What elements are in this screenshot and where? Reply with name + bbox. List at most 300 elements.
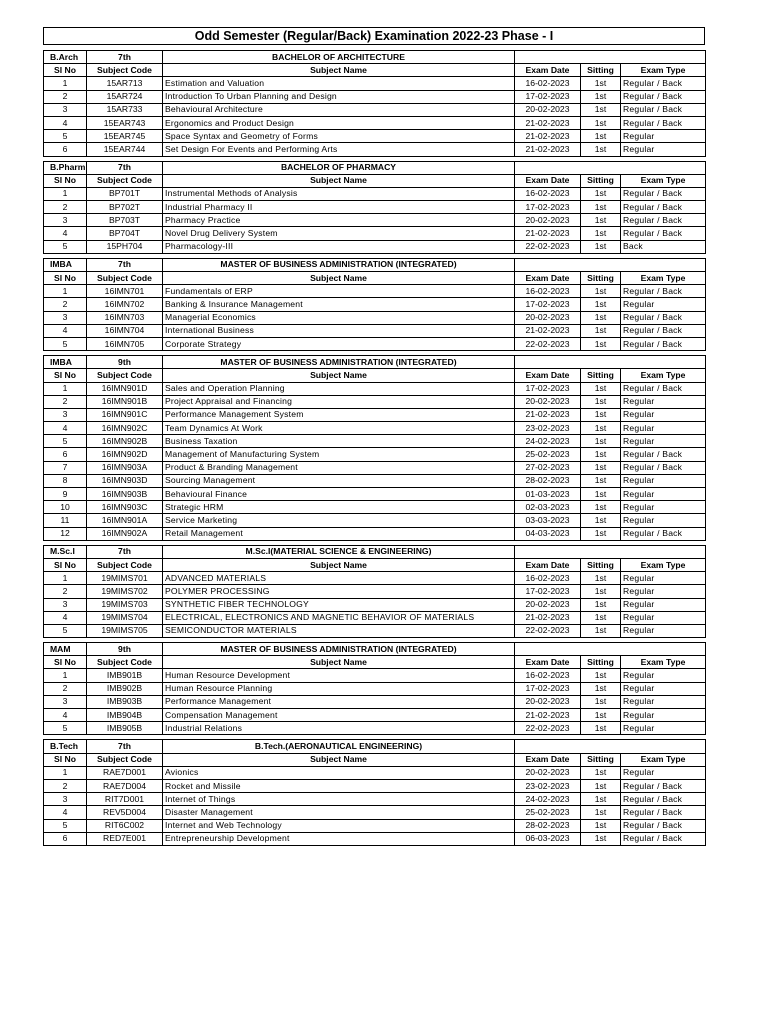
sitting-cell: 1st [581, 722, 621, 735]
sitting-cell: 1st [581, 779, 621, 792]
sl-no-cell: 9 [44, 488, 87, 501]
subject-code-cell: BP704T [87, 227, 163, 240]
col-header-sl-no: Sl No [44, 753, 87, 766]
schedule-table [43, 355, 706, 541]
table-row [44, 187, 706, 200]
subject-code-cell: BP701T [87, 187, 163, 200]
subject-name-cell: Business Taxation [163, 435, 515, 448]
subject-name-cell: International Business [163, 324, 515, 337]
subject-code-cell: BP702T [87, 201, 163, 214]
semester-label: 7th [87, 545, 163, 558]
sl-no-cell: 5 [44, 722, 87, 735]
exam-type-cell: Regular [621, 488, 706, 501]
sitting-cell: 1st [581, 682, 621, 695]
col-header-exam-date: Exam Date [515, 64, 581, 77]
col-header-exam-date: Exam Date [515, 174, 581, 187]
subject-code-cell: 16IMN902B [87, 435, 163, 448]
section-header-row [44, 545, 706, 558]
table-row [44, 527, 706, 540]
exam-type-cell: Regular / Back [621, 201, 706, 214]
table-row [44, 311, 706, 324]
exam-type-cell: Regular / Back [621, 214, 706, 227]
subject-code-cell: 16IMN903B [87, 488, 163, 501]
col-header-subject-code: Subject Code [87, 174, 163, 187]
sl-no-cell: 4 [44, 709, 87, 722]
section-header-row [44, 258, 706, 271]
exam-type-cell: Regular [621, 695, 706, 708]
sitting-cell: 1st [581, 90, 621, 103]
subject-code-cell: RIT6C002 [87, 819, 163, 832]
exam-type-cell: Regular [621, 130, 706, 143]
exam-type-cell: Regular / Back [621, 448, 706, 461]
table-row [44, 779, 706, 792]
table-row [44, 116, 706, 129]
subject-code-cell: 16IMN903C [87, 501, 163, 514]
col-header-subject-name: Subject Name [163, 272, 515, 285]
sitting-cell: 1st [581, 695, 621, 708]
subject-code-cell: RIT7D001 [87, 793, 163, 806]
exam-type-cell: Regular [621, 422, 706, 435]
sitting-cell: 1st [581, 572, 621, 585]
sl-no-cell: 2 [44, 201, 87, 214]
exam-type-cell: Regular [621, 709, 706, 722]
col-header-subject-name: Subject Name [163, 558, 515, 571]
program-name: MAM [44, 643, 87, 656]
sitting-cell: 1st [581, 474, 621, 487]
subject-name-cell: Corporate Strategy [163, 337, 515, 350]
sitting-cell: 1st [581, 806, 621, 819]
subject-name-cell: Behavioural Architecture [163, 103, 515, 116]
sitting-cell: 1st [581, 116, 621, 129]
table-row [44, 695, 706, 708]
subject-name-cell: Service Marketing [163, 514, 515, 527]
exam-date-cell: 27-02-2023 [515, 461, 581, 474]
sitting-cell: 1st [581, 285, 621, 298]
sitting-cell: 1st [581, 395, 621, 408]
sl-no-cell: 3 [44, 793, 87, 806]
table-row [44, 337, 706, 350]
column-header-row [44, 272, 706, 285]
exam-type-cell: Regular [621, 585, 706, 598]
table-row [44, 669, 706, 682]
subject-name-cell: Human Resource Development [163, 669, 515, 682]
semester-label: 9th [87, 356, 163, 369]
subject-code-cell: 15AR713 [87, 77, 163, 90]
col-header-exam-date: Exam Date [515, 753, 581, 766]
col-header-exam-type: Exam Type [621, 656, 706, 669]
exam-date-cell: 17-02-2023 [515, 298, 581, 311]
sl-no-cell: 2 [44, 779, 87, 792]
sl-no-cell: 4 [44, 422, 87, 435]
sitting-cell: 1st [581, 214, 621, 227]
subject-code-cell: 15AR733 [87, 103, 163, 116]
subject-name-cell: Instrumental Methods of Analysis [163, 187, 515, 200]
subject-name-cell: Retail Management [163, 527, 515, 540]
table-row [44, 214, 706, 227]
subject-code-cell: RAE7D001 [87, 766, 163, 779]
sitting-cell: 1st [581, 311, 621, 324]
column-header-row [44, 64, 706, 77]
exam-date-cell: 01-03-2023 [515, 488, 581, 501]
exam-type-cell: Back [621, 240, 706, 253]
table-row [44, 227, 706, 240]
sitting-cell: 1st [581, 337, 621, 350]
subject-code-cell: 15EAR745 [87, 130, 163, 143]
subject-code-cell: 16IMN701 [87, 285, 163, 298]
exam-date-cell: 23-02-2023 [515, 779, 581, 792]
header-blank-cell [515, 258, 706, 271]
col-header-exam-type: Exam Type [621, 272, 706, 285]
col-header-subject-code: Subject Code [87, 272, 163, 285]
subject-name-cell: Estimation and Valuation [163, 77, 515, 90]
exam-type-cell: Regular / Back [621, 311, 706, 324]
exam-date-cell: 20-02-2023 [515, 395, 581, 408]
exam-date-cell: 16-02-2023 [515, 669, 581, 682]
subject-name-cell: Management of Manufacturing System [163, 448, 515, 461]
subject-code-cell: 16IMN902C [87, 422, 163, 435]
subject-code-cell: IMB903B [87, 695, 163, 708]
degree-name: BACHELOR OF ARCHITECTURE [163, 51, 515, 64]
sl-no-cell: 2 [44, 585, 87, 598]
exam-date-cell: 22-02-2023 [515, 240, 581, 253]
subject-name-cell: Avionics [163, 766, 515, 779]
col-header-subject-code: Subject Code [87, 558, 163, 571]
table-row [44, 832, 706, 845]
exam-type-cell: Regular [621, 501, 706, 514]
subject-name-cell: Sourcing Management [163, 474, 515, 487]
table-row [44, 448, 706, 461]
semester-label: 7th [87, 258, 163, 271]
exam-type-cell: Regular [621, 395, 706, 408]
sl-no-cell: 2 [44, 298, 87, 311]
col-header-exam-type: Exam Type [621, 753, 706, 766]
schedule-table [43, 545, 706, 638]
exam-date-cell: 17-02-2023 [515, 682, 581, 695]
sl-no-cell: 10 [44, 501, 87, 514]
subject-code-cell: 19MIMS704 [87, 611, 163, 624]
table-row [44, 395, 706, 408]
sitting-cell: 1st [581, 527, 621, 540]
exam-type-cell: Regular [621, 514, 706, 527]
subject-name-cell: Ergonomics and Product Design [163, 116, 515, 129]
subject-name-cell: Industrial Relations [163, 722, 515, 735]
subject-name-cell: Team Dynamics At Work [163, 422, 515, 435]
exam-date-cell: 20-02-2023 [515, 103, 581, 116]
program-name: M.Sc.I [44, 545, 87, 558]
sl-no-cell: 8 [44, 474, 87, 487]
degree-name: MASTER OF BUSINESS ADMINISTRATION (INTEGRATED) [163, 643, 515, 656]
section-header-row [44, 51, 706, 64]
exam-date-cell: 17-02-2023 [515, 90, 581, 103]
exam-type-cell: Regular [621, 143, 706, 156]
subject-name-cell: Banking & Insurance Management [163, 298, 515, 311]
column-header-row [44, 656, 706, 669]
table-row [44, 103, 706, 116]
col-header-sl-no: Sl No [44, 174, 87, 187]
sitting-cell: 1st [581, 501, 621, 514]
sl-no-cell: 11 [44, 514, 87, 527]
sitting-cell: 1st [581, 382, 621, 395]
semester-label: 9th [87, 643, 163, 656]
exam-date-cell: 23-02-2023 [515, 422, 581, 435]
table-row [44, 766, 706, 779]
subject-code-cell: 16IMN903A [87, 461, 163, 474]
exam-date-cell: 17-02-2023 [515, 382, 581, 395]
subject-name-cell: Behavioural Finance [163, 488, 515, 501]
subject-code-cell: 16IMN902D [87, 448, 163, 461]
table-row [44, 90, 706, 103]
col-header-sl-no: Sl No [44, 64, 87, 77]
column-header-row [44, 369, 706, 382]
subject-code-cell: IMB902B [87, 682, 163, 695]
table-row [44, 806, 706, 819]
sitting-cell: 1st [581, 187, 621, 200]
exam-date-cell: 21-02-2023 [515, 143, 581, 156]
sitting-cell: 1st [581, 819, 621, 832]
subject-name-cell: Performance Management [163, 695, 515, 708]
exam-date-cell: 22-02-2023 [515, 722, 581, 735]
semester-label: 7th [87, 740, 163, 753]
subject-name-cell: Fundamentals of ERP [163, 285, 515, 298]
col-header-exam-type: Exam Type [621, 174, 706, 187]
sl-no-cell: 5 [44, 819, 87, 832]
col-header-subject-name: Subject Name [163, 753, 515, 766]
table-row [44, 201, 706, 214]
col-header-exam-type: Exam Type [621, 369, 706, 382]
subject-name-cell: Strategic HRM [163, 501, 515, 514]
sl-no-cell: 1 [44, 766, 87, 779]
exam-type-cell: Regular [621, 435, 706, 448]
exam-type-cell: Regular [621, 572, 706, 585]
col-header-subject-name: Subject Name [163, 656, 515, 669]
exam-type-cell: Regular / Back [621, 116, 706, 129]
col-header-subject-name: Subject Name [163, 174, 515, 187]
exam-type-cell: Regular / Back [621, 806, 706, 819]
sl-no-cell: 2 [44, 682, 87, 695]
subject-name-cell: Introduction To Urban Planning and Design [163, 90, 515, 103]
subject-name-cell: Disaster Management [163, 806, 515, 819]
exam-type-cell: Regular / Back [621, 832, 706, 845]
table-row [44, 598, 706, 611]
sl-no-cell: 3 [44, 598, 87, 611]
subject-name-cell: Sales and Operation Planning [163, 382, 515, 395]
exam-date-cell: 22-02-2023 [515, 337, 581, 350]
col-header-subject-code: Subject Code [87, 64, 163, 77]
table-row [44, 435, 706, 448]
subject-code-cell: IMB901B [87, 669, 163, 682]
exam-date-cell: 22-02-2023 [515, 624, 581, 637]
col-header-subject-name: Subject Name [163, 64, 515, 77]
table-row [44, 572, 706, 585]
schedule-table [43, 258, 706, 351]
exam-type-cell: Regular / Back [621, 187, 706, 200]
exam-type-cell: Regular [621, 682, 706, 695]
degree-name: BACHELOR OF PHARMACY [163, 161, 515, 174]
sl-no-cell: 12 [44, 527, 87, 540]
col-header-subject-code: Subject Code [87, 369, 163, 382]
subject-code-cell: 16IMN703 [87, 311, 163, 324]
sitting-cell: 1st [581, 832, 621, 845]
col-header-subject-name: Subject Name [163, 369, 515, 382]
subject-name-cell: Performance Management System [163, 408, 515, 421]
sitting-cell: 1st [581, 669, 621, 682]
subject-name-cell: SYNTHETIC FIBER TECHNOLOGY [163, 598, 515, 611]
exam-type-cell: Regular [621, 474, 706, 487]
table-row [44, 682, 706, 695]
table-row [44, 819, 706, 832]
col-header-exam-date: Exam Date [515, 369, 581, 382]
subject-name-cell: Set Design For Events and Performing Arts [163, 143, 515, 156]
table-row [44, 709, 706, 722]
subject-name-cell: Project Appraisal and Financing [163, 395, 515, 408]
sl-no-cell: 2 [44, 395, 87, 408]
sitting-cell: 1st [581, 709, 621, 722]
subject-code-cell: 16IMN902A [87, 527, 163, 540]
sitting-cell: 1st [581, 143, 621, 156]
subject-name-cell: Rocket and Missile [163, 779, 515, 792]
exam-date-cell: 21-02-2023 [515, 709, 581, 722]
exam-type-cell: Regular [621, 298, 706, 311]
col-header-exam-type: Exam Type [621, 558, 706, 571]
table-row [44, 585, 706, 598]
sl-no-cell: 5 [44, 435, 87, 448]
exam-date-cell: 16-02-2023 [515, 77, 581, 90]
exam-date-cell: 25-02-2023 [515, 448, 581, 461]
sitting-cell: 1st [581, 298, 621, 311]
table-row [44, 143, 706, 156]
exam-type-cell: Regular [621, 669, 706, 682]
table-row [44, 793, 706, 806]
section-header-row [44, 643, 706, 656]
col-header-subject-code: Subject Code [87, 656, 163, 669]
sitting-cell: 1st [581, 514, 621, 527]
schedule-table [43, 642, 706, 735]
header-blank-cell [515, 643, 706, 656]
header-blank-cell [515, 740, 706, 753]
subject-code-cell: 16IMN702 [87, 298, 163, 311]
column-header-row [44, 558, 706, 571]
exam-type-cell: Regular [621, 624, 706, 637]
sl-no-cell: 4 [44, 806, 87, 819]
subject-code-cell: BP703T [87, 214, 163, 227]
sl-no-cell: 3 [44, 311, 87, 324]
table-row [44, 130, 706, 143]
table-row [44, 474, 706, 487]
exam-date-cell: 20-02-2023 [515, 766, 581, 779]
sitting-cell: 1st [581, 793, 621, 806]
subject-code-cell: REV5D004 [87, 806, 163, 819]
subject-code-cell: 15EAR744 [87, 143, 163, 156]
sl-no-cell: 1 [44, 285, 87, 298]
table-row [44, 501, 706, 514]
subject-name-cell: Compensation Management [163, 709, 515, 722]
schedule-sections [43, 50, 705, 850]
table-row [44, 722, 706, 735]
exam-date-cell: 04-03-2023 [515, 527, 581, 540]
sl-no-cell: 3 [44, 695, 87, 708]
subject-code-cell: 15EAR743 [87, 116, 163, 129]
sitting-cell: 1st [581, 103, 621, 116]
exam-type-cell: Regular / Back [621, 103, 706, 116]
table-row [44, 488, 706, 501]
exam-type-cell: Regular / Back [621, 527, 706, 540]
exam-type-cell: Regular / Back [621, 90, 706, 103]
subject-name-cell: SEMICONDUCTOR MATERIALS [163, 624, 515, 637]
sitting-cell: 1st [581, 130, 621, 143]
sitting-cell: 1st [581, 766, 621, 779]
exam-type-cell: Regular / Back [621, 337, 706, 350]
table-row [44, 624, 706, 637]
sl-no-cell: 4 [44, 227, 87, 240]
col-header-exam-type: Exam Type [621, 64, 706, 77]
subject-code-cell: 16IMN705 [87, 337, 163, 350]
table-row [44, 324, 706, 337]
col-header-exam-date: Exam Date [515, 272, 581, 285]
col-header-subject-code: Subject Code [87, 753, 163, 766]
column-header-row [44, 753, 706, 766]
col-header-sitting: Sitting [581, 174, 621, 187]
exam-date-cell: 28-02-2023 [515, 474, 581, 487]
semester-label: 7th [87, 51, 163, 64]
exam-date-cell: 21-02-2023 [515, 611, 581, 624]
exam-type-cell: Regular / Back [621, 77, 706, 90]
col-header-sitting: Sitting [581, 656, 621, 669]
table-row [44, 77, 706, 90]
sl-no-cell: 1 [44, 669, 87, 682]
col-header-sitting: Sitting [581, 558, 621, 571]
page-title: Odd Semester (Regular/Back) Examination 2022-23 Phase - I [43, 27, 705, 45]
table-row [44, 514, 706, 527]
table-row [44, 285, 706, 298]
header-blank-cell [515, 356, 706, 369]
exam-date-cell: 21-02-2023 [515, 130, 581, 143]
subject-code-cell: 16IMN901A [87, 514, 163, 527]
sitting-cell: 1st [581, 422, 621, 435]
exam-date-cell: 20-02-2023 [515, 695, 581, 708]
exam-date-cell: 03-03-2023 [515, 514, 581, 527]
exam-date-cell: 20-02-2023 [515, 598, 581, 611]
program-name: IMBA [44, 258, 87, 271]
table-row [44, 611, 706, 624]
schedule-table [43, 161, 706, 254]
exam-type-cell: Regular [621, 408, 706, 421]
subject-name-cell: Novel Drug Delivery System [163, 227, 515, 240]
sitting-cell: 1st [581, 461, 621, 474]
degree-name: B.Tech.(AERONAUTICAL ENGINEERING) [163, 740, 515, 753]
exam-type-cell: Regular / Back [621, 793, 706, 806]
exam-type-cell: Regular / Back [621, 819, 706, 832]
exam-date-cell: 16-02-2023 [515, 572, 581, 585]
sl-no-cell: 3 [44, 214, 87, 227]
section-header-row [44, 740, 706, 753]
exam-date-cell: 06-03-2023 [515, 832, 581, 845]
header-blank-cell [515, 161, 706, 174]
col-header-exam-date: Exam Date [515, 656, 581, 669]
exam-date-cell: 25-02-2023 [515, 806, 581, 819]
subject-name-cell: Managerial Economics [163, 311, 515, 324]
exam-type-cell: Regular [621, 766, 706, 779]
subject-code-cell: 16IMN901B [87, 395, 163, 408]
exam-type-cell: Regular [621, 611, 706, 624]
subject-code-cell: RED7E001 [87, 832, 163, 845]
exam-date-cell: 21-02-2023 [515, 408, 581, 421]
sl-no-cell: 7 [44, 461, 87, 474]
subject-code-cell: 16IMN704 [87, 324, 163, 337]
sl-no-cell: 5 [44, 337, 87, 350]
subject-name-cell: Space Syntax and Geometry of Forms [163, 130, 515, 143]
col-header-sl-no: Sl No [44, 369, 87, 382]
sl-no-cell: 4 [44, 324, 87, 337]
